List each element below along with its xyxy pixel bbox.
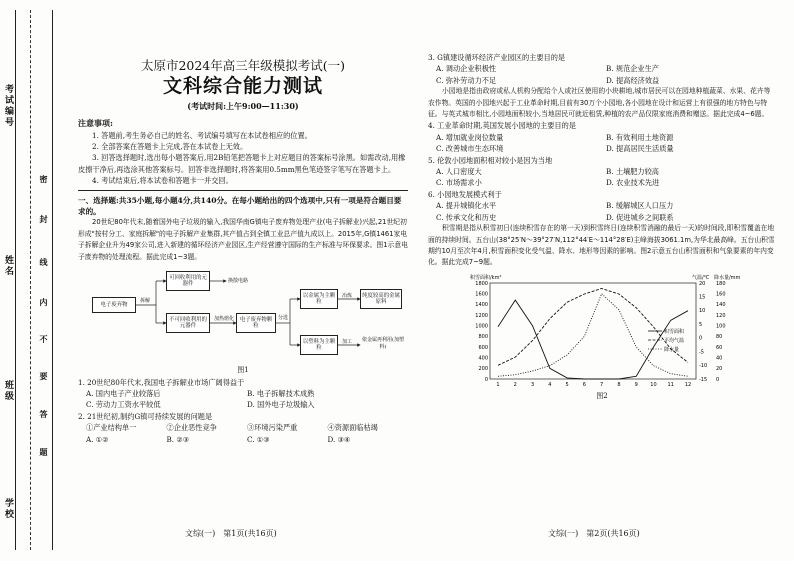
seal-char-4: 内 bbox=[39, 298, 49, 308]
passage-2: 小园地是指由政府或私人机构分配给个人或社区使用的小块耕地,城市居民可以在园地种植蔬菜、水果、花卉等农作物。英国的小园地兴起于工业革命时期,目前有30万个小园地,各小园地在设计和运营上有很强的地方特色与特征。与英式城市相比,小园地面积较小,当地居民可就近租赁,种植的农产品仅限家庭消费和赠送。据此完成4~6题。 bbox=[428, 87, 771, 119]
x-tick-label: 3 bbox=[530, 381, 535, 388]
flow-arrow-label: 分选 bbox=[278, 315, 289, 322]
question-1-stem: 1. 20世纪80年代末,我国电子拆解业市场广阔得益于 bbox=[78, 377, 245, 387]
question-1-option-a: A. 国内电子产业较落后 bbox=[86, 388, 161, 398]
flow-metal-out-box: 纯度较高的金属原料 bbox=[360, 289, 402, 309]
fill-line bbox=[15, 10, 16, 550]
question-2-stem: 2. 21世纪初,制约G镇可持续发展的问题是 bbox=[78, 411, 213, 421]
y-left-tick-label: 0 bbox=[484, 376, 488, 383]
y-precip-tick-label: 180 bbox=[716, 280, 726, 287]
y-precip-tick-label: 40 bbox=[716, 355, 723, 362]
x-tick-label: 4 bbox=[548, 381, 552, 388]
note-item: 2. 全部答案在答题卡上完成,答在本试卷上无效。 bbox=[92, 142, 248, 152]
divider bbox=[78, 190, 408, 191]
flow-arrow-label: 加热熔化 bbox=[214, 316, 235, 323]
question-3-option-d: D. 提高经济效益 bbox=[606, 75, 660, 85]
y-temp-tick-label: 5 bbox=[699, 321, 703, 328]
seal-char-8: 题 bbox=[39, 448, 49, 458]
x-tick-label: 6 bbox=[582, 381, 586, 388]
y-temp-axis-label: 气温/℃ bbox=[692, 274, 710, 281]
footer-right: 文综(一) 第2页(共16页) bbox=[548, 529, 640, 538]
school-label: 学校 bbox=[3, 498, 13, 520]
flow-arrow-label: 加工 bbox=[342, 339, 353, 346]
y-precip-tick-label: 80 bbox=[716, 333, 723, 340]
question-2-item: ③环境污染严重 bbox=[247, 423, 298, 433]
series-line-temp bbox=[498, 288, 688, 365]
x-tick-label: 2 bbox=[513, 381, 517, 388]
notes-heading: 注意事项: bbox=[78, 118, 113, 129]
question-4-option-a: A. 增加就业岗位数量 bbox=[436, 132, 504, 142]
x-tick-label: 11 bbox=[667, 381, 674, 388]
question-4-option-c: C. 改善城市生态环境 bbox=[436, 144, 504, 154]
x-tick-label: 8 bbox=[617, 381, 621, 388]
question-3-option-c: C. 弥补劳动力不足 bbox=[436, 75, 497, 85]
question-5-option-c: C. 市场需求小 bbox=[436, 178, 482, 188]
flow-shred-box: 电子废弃物颗粒 bbox=[236, 313, 276, 333]
y-left-tick-label: 1200 bbox=[475, 312, 488, 319]
y-temp-tick-label: 20 bbox=[699, 280, 706, 287]
x-tick-label: 9 bbox=[634, 381, 638, 388]
figure-2-chart bbox=[428, 271, 776, 393]
question-4-stem: 4. 工业革命时期,英国发展小园地的主要目的是 bbox=[428, 121, 576, 131]
flow-diagram bbox=[78, 267, 408, 363]
y-left-tick-label: 1000 bbox=[475, 323, 488, 330]
seal-char-1: 密 bbox=[39, 175, 49, 185]
y-left-tick-label: 800 bbox=[478, 333, 488, 340]
question-2-option-d: D. ③④ bbox=[327, 434, 351, 444]
question-6-option-a: A. 提升城镇化水平 bbox=[436, 201, 497, 211]
question-4-option-b: B. 有效利用土地资源 bbox=[606, 132, 674, 142]
question-2-item: ①产业结构单一 bbox=[86, 423, 137, 433]
y-temp-tick-label: -10 bbox=[699, 362, 708, 369]
legend-label: 平均气温 bbox=[664, 337, 685, 344]
y-temp-tick-label: -5 bbox=[699, 349, 704, 356]
question-5-stem: 5. 伦敦小园地面积相对较小是因为当地 bbox=[428, 155, 553, 165]
y-left-tick-label: 200 bbox=[478, 365, 488, 372]
note-item: 4. 考试结束后,将本试卷和答题卡一并交回。 bbox=[92, 176, 233, 186]
flow-plastic-box: 以塑料为主颗粒 bbox=[300, 335, 338, 355]
y-precip-tick-label: 0 bbox=[716, 376, 720, 383]
question-3-option-a: A. 调动企业积极性 bbox=[436, 64, 497, 74]
left-column bbox=[78, 60, 408, 445]
y-left-tick-label: 400 bbox=[478, 355, 488, 362]
question-6-option-b: B. 缓解城区人口压力 bbox=[606, 201, 674, 211]
question-5-option-a: A. 人口密度大 bbox=[436, 167, 482, 177]
flow-recyclable-box: 可回收利用的元器件 bbox=[166, 271, 210, 291]
y-precip-tick-label: 60 bbox=[716, 344, 723, 351]
figure-1-caption: 图1 bbox=[237, 366, 249, 375]
y-left-tick-label: 1800 bbox=[475, 280, 488, 287]
flow-arrow-label: 拆解 bbox=[140, 298, 151, 305]
section-heading: 一、选择题:共35小题,每小题4分,共140分。在每小题给出的四个选项中,只有一项是符合题目要求的。 bbox=[78, 195, 402, 217]
right-column bbox=[428, 52, 776, 402]
seal-char-7: 答 bbox=[39, 410, 49, 420]
y-left-tick-label: 1400 bbox=[475, 301, 488, 308]
y-left-axis-label: 积雪面积/km² bbox=[470, 274, 502, 281]
y-precip-tick-label: 20 bbox=[716, 365, 723, 372]
question-3-option-b: B. 规范企业生产 bbox=[606, 64, 659, 74]
binding-strip bbox=[0, 0, 58, 561]
seal-char-6: 要 bbox=[39, 372, 49, 382]
seal-char-2: 封 bbox=[39, 215, 49, 225]
x-tick-label: 5 bbox=[565, 381, 569, 388]
flow-nonrecyclable-box: 不可回收利用的元器件 bbox=[166, 313, 210, 333]
question-5-option-b: B. 土壤肥力较高 bbox=[606, 167, 659, 177]
y-precip-tick-label: 100 bbox=[716, 323, 726, 330]
exam-no-label: 考试编号 bbox=[3, 84, 13, 128]
passage-3: 积雪期是指从积雪初日(连续积雪存在的第一天)到积雪终日(连续积雪消融的最后一天)的时间段,即积雪覆盖在地面的持续时间。五台山(38°25′N～39°27′N,112°44′E～114°28′E)主峰海拔3061.1m,为华北最高峰。五台山积雪期约10月至次年4月,积雪面积变化受气温、降水、地形等因素的影响。图2示意五台山积雪面积和气象要素的年内变化。据此完成7~9题。 bbox=[428, 224, 775, 267]
x-tick-label: 7 bbox=[600, 381, 604, 388]
flow-metal-box: 以金属为主颗粒 bbox=[300, 289, 338, 309]
exam-time: (考试时间:上午9:00—11:30) bbox=[187, 100, 299, 111]
question-3-stem: 3. G镇建设循环经济产业园区的主要目的是 bbox=[428, 53, 566, 62]
question-2-option-a: A. ①② bbox=[86, 434, 109, 444]
question-6-option-c: C. 传承文化和历史 bbox=[436, 212, 497, 222]
question-2-option-c: C. ①③ bbox=[247, 434, 270, 444]
subject-title: 文科综合能力测试 bbox=[162, 75, 323, 98]
y-precip-tick-label: 120 bbox=[716, 312, 726, 319]
margin-line bbox=[52, 10, 53, 550]
question-5-option-d: D. 农业技术先进 bbox=[606, 178, 660, 188]
seal-char-5: 不 bbox=[39, 335, 49, 345]
question-2-option-b: B. ②③ bbox=[166, 434, 190, 444]
question-6-stem: 6. 小园地发展模式利于 bbox=[428, 189, 502, 199]
class-label: 班级 bbox=[3, 380, 13, 402]
x-tick-label: 10 bbox=[650, 381, 657, 388]
series-line-left bbox=[498, 300, 688, 379]
legend-label: 降水量 bbox=[664, 346, 680, 353]
figure-2-caption: 图2 bbox=[596, 391, 608, 400]
seal-char-3: 线 bbox=[39, 258, 49, 268]
y-temp-tick-label: -15 bbox=[699, 376, 708, 383]
y-left-tick-label: 1600 bbox=[475, 291, 488, 298]
note-item: 1. 答题前,考生务必自己的姓名、考试编号填写在本试卷相应的位置。 bbox=[92, 130, 312, 140]
y-temp-tick-label: 0 bbox=[699, 335, 703, 342]
y-precip-axis-label: 降水量/mm bbox=[714, 274, 741, 281]
y-precip-tick-label: 140 bbox=[716, 301, 726, 308]
question-4-option-d: D. 提高居民生活质量 bbox=[606, 144, 674, 154]
y-precip-tick-label: 160 bbox=[716, 291, 726, 298]
question-1-option-b: B. 电子拆解技术成熟 bbox=[247, 388, 315, 398]
y-left-tick-label: 600 bbox=[478, 344, 488, 351]
flow-top-dest: 换散电路 bbox=[228, 278, 249, 285]
question-1-option-c: C. 劳动力工资水平较低 bbox=[86, 400, 161, 410]
x-tick-label: 12 bbox=[684, 381, 692, 388]
y-temp-tick-label: 15 bbox=[699, 294, 706, 301]
chart-svg bbox=[458, 271, 748, 393]
question-6-option-d: D. 促进城乡之间联系 bbox=[606, 212, 674, 222]
legend-label: 积雪面积 bbox=[664, 328, 685, 335]
cut-line bbox=[30, 10, 31, 550]
note-item: 3. 回答选择题时,选出每小题答案后,用2B铅笔把答题卡上对应题目的答案标号涂黑。如需改动,用橡皮擦干净后,再选涂其他答案标号。回答非选择题时,将答案用0.5mm黑色笔迹签字笔写在答题卡上。 bbox=[78, 153, 406, 174]
flow-plastic-out: 依金属再利用(加塑料) bbox=[362, 337, 404, 350]
name-label: 姓名 bbox=[3, 255, 13, 277]
flow-arrow-label: 冶炼 bbox=[342, 293, 353, 300]
question-2-item: ④资源面临枯竭 bbox=[327, 423, 378, 433]
footer-left: 文综(一) 第1页(共16页) bbox=[185, 529, 277, 538]
question-2-item: ②企业恶性竞争 bbox=[166, 423, 217, 433]
exam-title: 太原市2024年高三年级模拟考试(一) bbox=[140, 58, 346, 73]
question-1-option-d: D. 国外电子垃圾输入 bbox=[247, 400, 315, 410]
passage-1: 20世纪80年代末,随着国外电子垃圾的输入,我国华南G镇电子废弃物处理产业(电子拆解业)兴起,21世纪初形成"按村分工、家庭拆解"的电子拆解产业集群,其产值占到全镇工业总产值九成以上。2015年,G镇1461家电子拆解企业升为49家公司,进入新建的循环经济产业园区,生产经营遵守国际的生产标准与环保要求。图1示意电子废弃物的处理流程。据此完成1~3题。 bbox=[78, 218, 408, 261]
flow-start-box: 电子废弃物 bbox=[92, 297, 136, 313]
x-tick-label: 1 bbox=[496, 381, 500, 388]
y-temp-tick-label: 10 bbox=[699, 307, 706, 314]
